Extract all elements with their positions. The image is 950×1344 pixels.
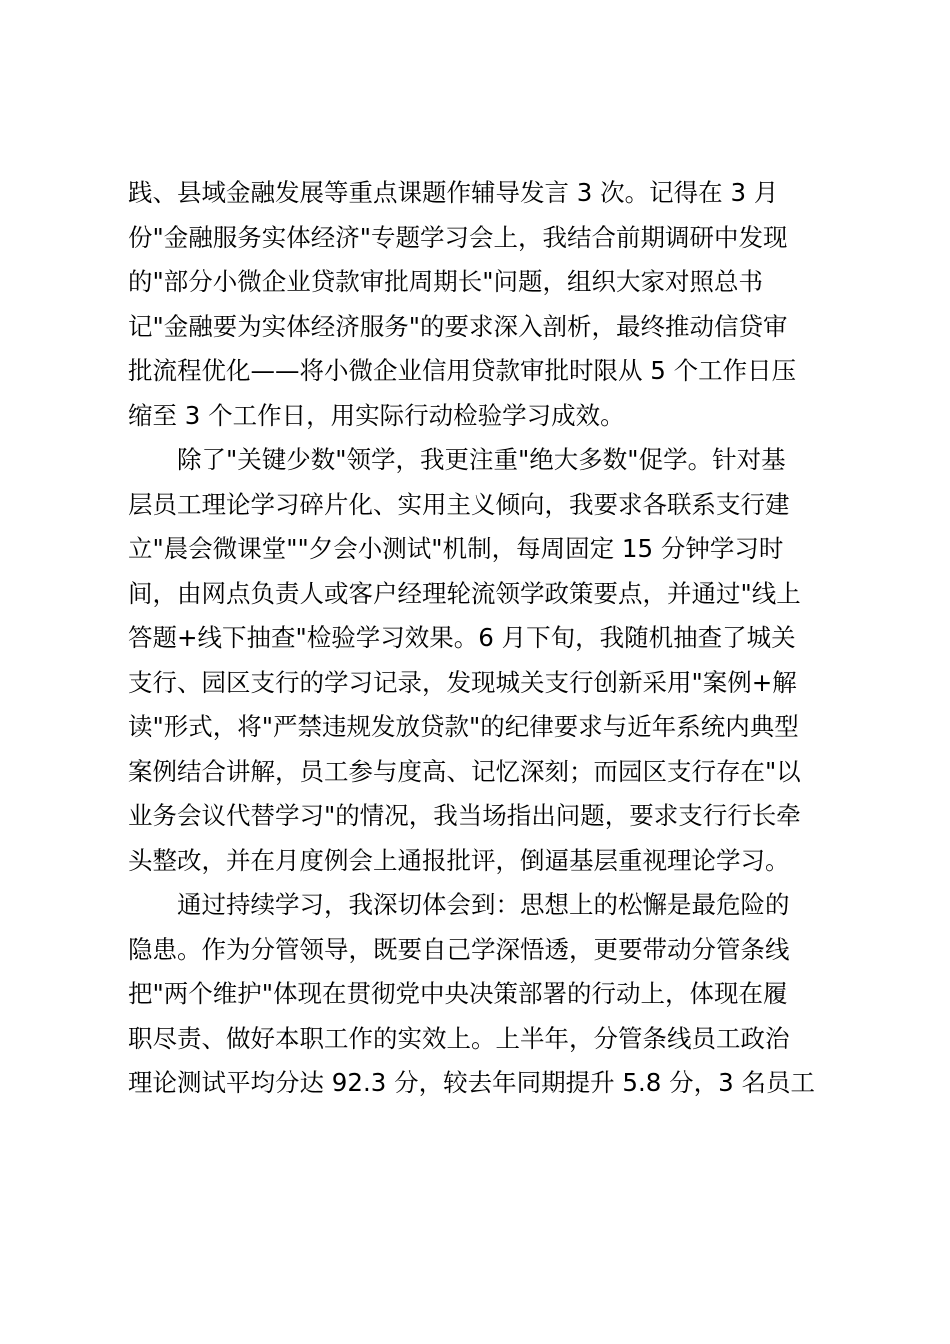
paragraph-1-line-4: 记"金融要为实体经济服务"的要求深入剖析，最终推动信贷审 [128,311,788,341]
paragraph-2-line-4: 间，由网点负责人或客户经理轮流领学政策要点，并通过"线上 [128,578,801,608]
paragraph-1-line-6: 缩至 3 个工作日，用实际行动检验学习成效。 [128,400,625,430]
paragraph-3-line-5: 理论测试平均分达 92.3 分，较去年同期提升 5.8 分，3 名员工 [128,1068,816,1097]
paragraph-2-line-5: 答题+线下抽查"检验学习效果。6 月下旬，我随机抽查了城关 [128,623,796,652]
paragraph-3-line-4: 职尽责、做好本职工作的实效上。上半年，分管条线员工政治 [128,1023,790,1053]
paragraph-2-line-8: 案例结合讲解，员工参与度高、记忆深刻；而园区支行存在"以 [128,756,801,786]
paragraph-1-line-5: 批流程优化——将小微企业信用贷款审批时限从 5 个工作日压 [128,356,797,385]
paragraph-2-line-3: 立"晨会微课堂""夕会小测试"机制，每周固定 15 分钟学习时 [128,534,784,563]
paragraph-1-line-2: 份"金融服务实体经济"专题学习会上，我结合前期调研中发现 [128,222,788,252]
paragraph-2-line-1: 除了"关键少数"领学，我更注重"绝大多数"促学。针对基 [177,445,786,474]
document-body [128,171,828,1106]
paragraph-2-line-10: 头整改，并在月度例会上通报批评，倒逼基层重视理论学习。 [128,845,790,875]
paragraph-3-line-2: 隐患。作为分管领导，既要自己学深悟透，更要带动分管条线 [128,934,790,964]
paragraph-2-line-7: 读"形式，将"严禁违规发放贷款"的纪律要求与近年系统内典型 [128,712,799,741]
paragraph-1-line-1: 践、县域金融发展等重点课题作辅导发言 3 次。记得在 3 月 [128,178,779,207]
paragraph-2-line-9: 业务会议代替学习"的情况，我当场指出问题，要求支行行长牵 [128,801,801,830]
paragraph-3-line-1: 通过持续学习，我深切体会到：思想上的松懈是最危险的 [177,890,790,919]
paragraph-3-line-3: 把"两个维护"体现在贯彻党中央决策部署的行动上，体现在履 [128,979,788,1008]
paragraph-1-line-3: 的"部分小微企业贷款审批周期长"问题，组织大家对照总书 [128,267,764,296]
paragraph-2-line-6: 支行、园区支行的学习记录，发现城关支行创新采用"案例+解 [128,667,797,697]
paragraph-2-line-2: 层员工理论学习碎片化、实用主义倾向，我要求各联系支行建 [128,489,790,519]
